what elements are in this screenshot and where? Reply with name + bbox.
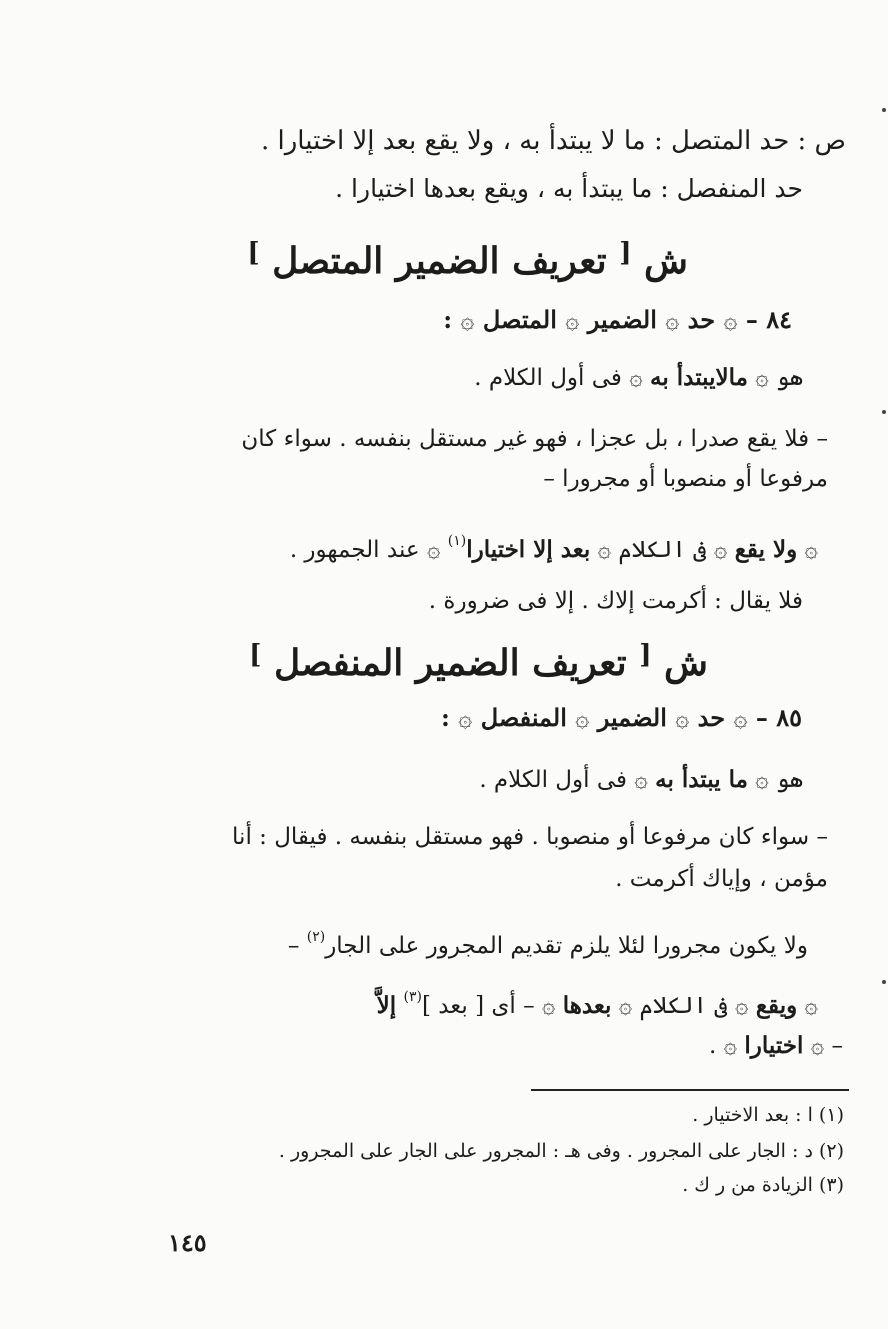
item-84-huwa-line	[474, 366, 803, 390]
sharh-marker: ش	[644, 240, 688, 282]
word-huwa: هو	[776, 767, 803, 793]
ornament-icon: ۞	[675, 704, 690, 732]
footnote-ref-1: (١)	[447, 533, 467, 549]
dash: –	[831, 1033, 843, 1059]
ornament-icon: ۞	[634, 767, 648, 793]
section2-para-line-2: مؤمن ، وإياك أكرمت .	[615, 866, 828, 892]
def-word: الضمير	[587, 305, 657, 334]
footnote-1: (١) ا : بعد الاختيار .	[692, 1104, 844, 1126]
ornament-icon: ۞	[723, 1033, 738, 1059]
footnote-rule	[531, 1089, 849, 1091]
def-term: المتصل	[482, 305, 557, 334]
ornament-icon: ۞	[755, 767, 769, 793]
item-85-definition	[441, 703, 802, 732]
quoted-wala-yaqa: ولا يقع	[734, 536, 798, 563]
word-illa: إلاَّ	[376, 992, 397, 1019]
footnote-ref-2: (٢)	[306, 929, 326, 945]
footnote-3: (٣) الزيادة من ر ك .	[682, 1174, 844, 1196]
quoted-badaha: بعدها	[562, 992, 612, 1019]
item-number: ٨٥ –	[755, 703, 802, 732]
close-bracket: ]	[249, 640, 262, 670]
open-bracket: [	[619, 238, 632, 268]
item-85-huwa-line	[479, 768, 803, 792]
close-bracket: ]	[247, 238, 260, 268]
ornament-icon: ۞	[665, 306, 680, 334]
line-tail: فى أول الكلام .	[479, 767, 627, 793]
word-huwa: هو	[776, 365, 803, 391]
section2-heading	[249, 640, 708, 684]
ornament-icon: ۞	[460, 306, 475, 334]
quoted-wa-yaqa: ويقع	[755, 992, 798, 1019]
ornament-icon: ۞	[597, 537, 612, 563]
quoted-bad-illa: بعد إلا اختيارا	[466, 536, 591, 563]
ornament-icon: ۞	[426, 537, 441, 563]
section2-wayaqa-line	[377, 990, 818, 1018]
ay-bad: – أى [ بعد ]	[421, 993, 535, 1019]
section2-ikhtiyaran-line	[709, 1034, 843, 1058]
ornament-icon: ۞	[575, 704, 590, 732]
colon: :	[441, 703, 450, 732]
quoted-ikhtiyaran: اختيارا	[744, 1032, 804, 1059]
item-number: ٨٤ –	[745, 305, 792, 334]
section2-heading-text: تعريف الضمير المنفصل	[273, 642, 627, 684]
ornament-icon: ۞	[618, 993, 633, 1019]
ornament-icon: ۞	[565, 306, 580, 334]
ornament-icon: ۞	[735, 993, 749, 1019]
dash: –	[287, 933, 300, 959]
ornament-icon: ۞	[713, 537, 728, 563]
def-label: حد	[697, 703, 726, 732]
section1-wala-line	[290, 534, 818, 562]
section2-para-2	[288, 930, 808, 958]
fil-kalam: فى الكلام	[639, 993, 728, 1019]
footnote-ref-3: (٣)	[403, 989, 422, 1005]
matn-line-1: ص : حد المتصل : ما لا يبتدأ به ، ولا يقع بعد إلا اختيارا .	[261, 126, 846, 156]
section2-para-line-1: – سواء كان مرفوعا أو منصوبا . فهو مستقل بنفسه . فيقال : أنا	[232, 824, 828, 850]
ornament-icon: ۞	[804, 993, 818, 1019]
ornament-icon: ۞	[723, 306, 738, 334]
fil-kalam: فى الكلام	[618, 537, 707, 563]
quoted-matn: ما يبتدأ به	[655, 766, 748, 793]
period: .	[708, 1033, 717, 1059]
ornament-icon: ۞	[804, 537, 818, 563]
ornament-icon: ۞	[810, 1033, 825, 1059]
quoted-matn: مالايبتدأ به	[650, 364, 748, 391]
footnote-2: (٢) د : الجار على المجرور . وفى هـ : المجرور على الجار على المجرور .	[278, 1140, 844, 1162]
def-term: المنفصل	[480, 703, 567, 732]
section1-para-line-2: مرفوعا أو منصوبا أو مجرورا –	[543, 466, 828, 492]
ind-jumhur: عند الجمهور .	[289, 537, 420, 563]
ornament-icon: ۞	[733, 704, 748, 732]
sharh-marker: ش	[664, 642, 708, 684]
open-bracket: [	[639, 640, 652, 670]
section1-example: فلا يقال : أكرمت إلاك . إلا فى ضرورة .	[428, 588, 803, 614]
def-word: الضمير	[597, 703, 667, 732]
section1-heading	[247, 238, 688, 282]
matn-line-2: حد المنفصل : ما يبتدأ به ، ويقع بعدها اختيارا .	[335, 174, 803, 203]
section1-heading-text: تعريف الضمير المتصل	[272, 240, 607, 282]
def-label: حد	[687, 305, 716, 334]
ornament-icon: ۞	[629, 365, 643, 391]
scan-speck	[882, 980, 886, 984]
line-tail: فى أول الكلام .	[474, 365, 622, 391]
item-84-definition	[443, 305, 792, 334]
colon: :	[443, 305, 453, 334]
section1-para-line-1: – فلا يقع صدرا ، بل عجزا ، فهو غير مستقل بنفسه . سواء كان	[241, 426, 828, 452]
scan-speck	[882, 410, 886, 414]
para2-text: ولا يكون مجرورا لئلا يلزم تقديم المجرور على الجار	[325, 933, 808, 959]
ornament-icon: ۞	[541, 993, 556, 1019]
page-number: ١٤٥	[168, 1228, 207, 1257]
ornament-icon: ۞	[458, 704, 473, 732]
ornament-icon: ۞	[755, 365, 769, 391]
scan-speck	[882, 108, 886, 112]
